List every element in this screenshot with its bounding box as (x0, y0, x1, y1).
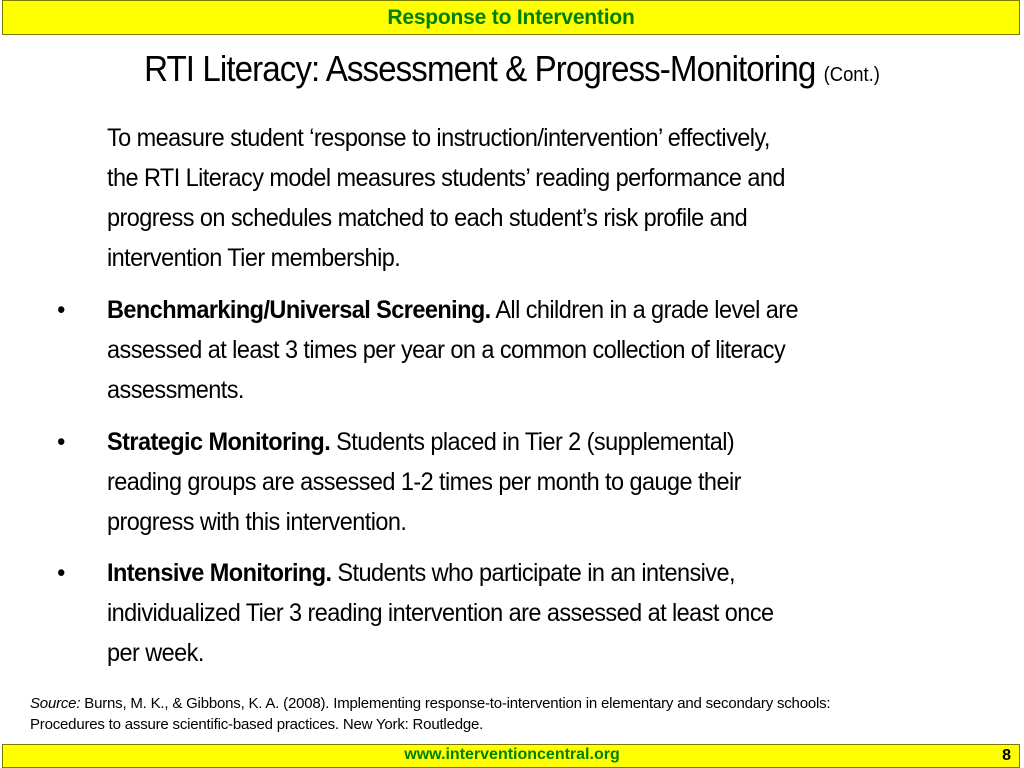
footer-url-link[interactable]: www.interventioncentral.org (404, 746, 620, 763)
bullet-first-line (107, 290, 934, 330)
intro-paragraph (107, 118, 934, 278)
slide-title (41, 48, 983, 96)
slide-title-suffix: (Cont.) (823, 64, 880, 86)
bullet-line: progress with this intervention. (107, 508, 407, 536)
bullet-marker: • (57, 428, 65, 456)
bullet-text: Students placed in Tier 2 (supplemental) (330, 428, 735, 456)
footer-bar (2, 744, 1020, 768)
bullet-text: All children in a grade level are (490, 296, 799, 324)
bullet-marker: • (57, 296, 65, 324)
bullet-line: assessed at least 3 times per year on a common collection of literacy (107, 336, 786, 364)
source-text-line1: Burns, M. K., & Gibbons, K. A. (2008). Implementing response-to-intervention in elementary and secondary schools: (80, 695, 831, 712)
bullet-intensive (57, 553, 934, 673)
bullet-heading: Benchmarking/Universal Screening. (107, 296, 491, 324)
bullet-benchmarking (57, 290, 934, 410)
bullet-line: reading groups are assessed 1-2 times per month to gauge their (107, 468, 741, 496)
bullet-line: per week. (107, 639, 204, 667)
bullet-heading: Intensive Monitoring. (107, 559, 332, 587)
source-label: Source: (30, 695, 81, 712)
bullet-heading: Strategic Monitoring. (107, 428, 331, 456)
intro-line: the RTI Literacy model measures students’ reading performance and (107, 164, 785, 192)
bullet-first-line (107, 553, 934, 593)
source-citation (30, 693, 990, 735)
bullet-text: Students who participate in an intensive, (331, 559, 735, 587)
slide-title-text: RTI Literacy: Assessment & Progress-Monitoring (144, 48, 816, 89)
bullet-strategic (57, 422, 934, 542)
bullet-first-line (107, 422, 934, 462)
header-bar (2, 0, 1020, 35)
intro-line: intervention Tier membership. (107, 244, 401, 272)
page-number: 8 (1002, 747, 1011, 764)
bullet-line: assessments. (107, 376, 244, 404)
source-text-line2: Procedures to assure scientific-based practices. New York: Routledge. (30, 716, 484, 733)
intro-line: progress on schedules matched to each student’s risk profile and (107, 204, 748, 232)
bullet-marker: • (57, 559, 65, 587)
intro-line: To measure student ‘response to instruction/intervention’ effectively, (107, 124, 770, 152)
bullet-line: individualized Tier 3 reading intervention are assessed at least once (107, 599, 774, 627)
header-title: Response to Intervention (387, 5, 635, 29)
